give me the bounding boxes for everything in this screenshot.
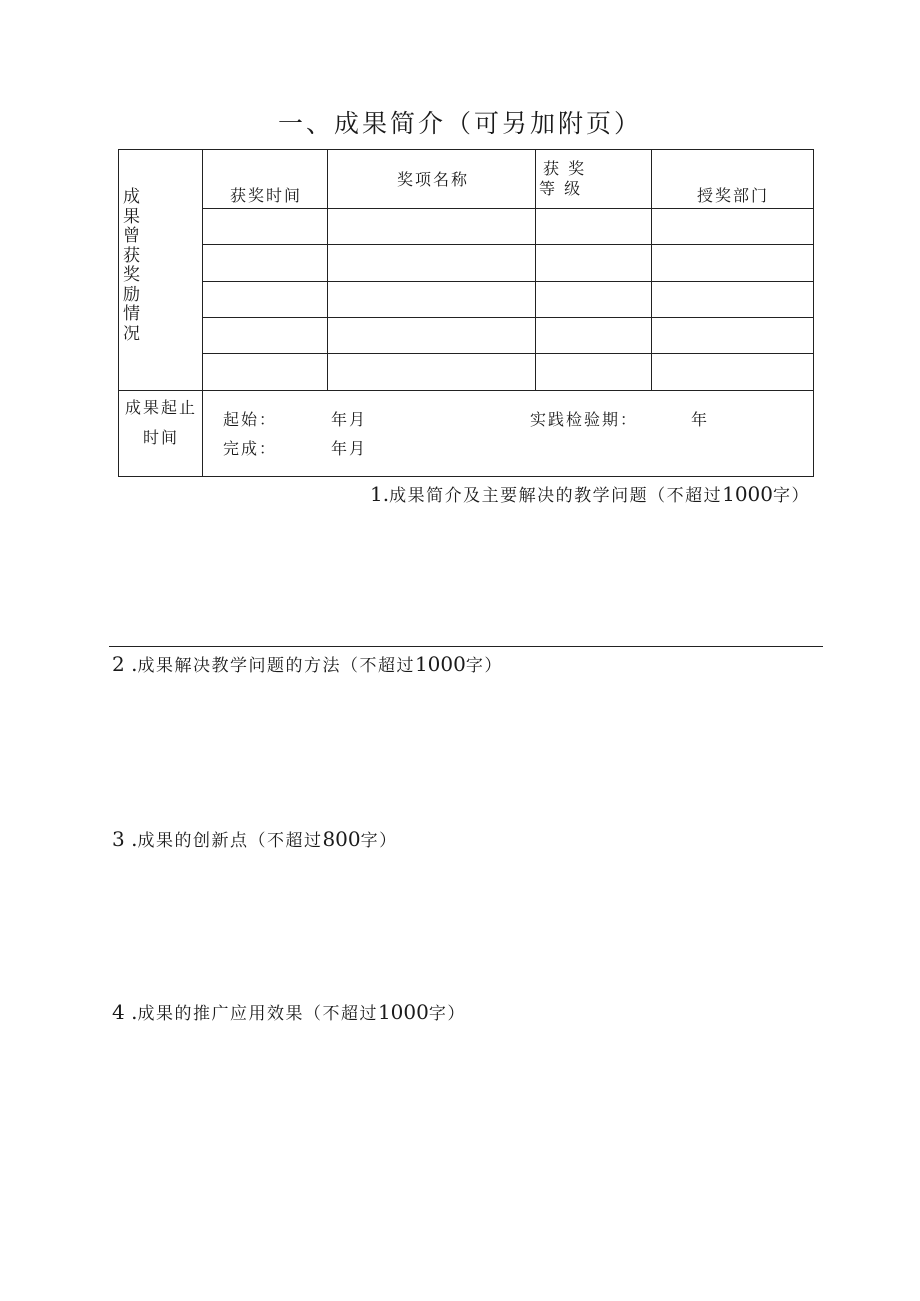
- section-1-number: 1.: [370, 482, 390, 506]
- awards-side-label: 成果曾获奖励情况: [123, 187, 140, 344]
- section-3-limit: 800: [322, 827, 361, 851]
- table-hline: [119, 390, 813, 391]
- section-4-number: 4 .: [112, 1000, 138, 1024]
- table-hline: [202, 317, 813, 318]
- start-label: 起始：: [223, 410, 278, 429]
- header-award-name: 奖项名称: [397, 170, 470, 189]
- table-hline: [202, 353, 813, 354]
- table-hline: [202, 208, 813, 209]
- section-4-tail: 字）: [428, 1004, 466, 1024]
- section-1-text: 成果简介及主要解决的教学问题（不超过: [389, 486, 723, 506]
- header-award-level-top: 获 奖: [543, 159, 587, 178]
- header-award-dept: 授奖部门: [697, 186, 770, 205]
- section-3-number: 3 .: [112, 827, 138, 851]
- award-table: [118, 149, 814, 477]
- section-1-tail: 字）: [773, 486, 810, 506]
- table-vline: [202, 150, 203, 476]
- practice-unit: 年: [691, 410, 710, 429]
- table-vline: [651, 150, 652, 390]
- table-hline: [202, 281, 813, 282]
- table-vline: [535, 150, 536, 390]
- header-award-time: 获奖时间: [230, 186, 303, 205]
- end-unit: 年月: [331, 439, 368, 458]
- section-3-tail: 字）: [360, 831, 398, 851]
- section-2-limit: 1000: [414, 652, 466, 676]
- practice-label: 实践检验期：: [530, 410, 639, 429]
- section-1-heading: [370, 483, 810, 507]
- section-4-text: 成果的推广应用效果（不超过: [137, 1004, 378, 1024]
- section-2-heading: [112, 653, 503, 677]
- end-label: 完成：: [223, 439, 278, 458]
- section-2-number: 2 .: [112, 652, 138, 676]
- period-label-bottom: 时间: [143, 428, 180, 447]
- start-unit: 年月: [331, 410, 368, 429]
- period-label-top: 成果起止: [125, 398, 198, 417]
- header-award-level-bottom: 等 级: [539, 179, 583, 198]
- section-4-limit: 1000: [377, 1000, 429, 1024]
- section-divider: [109, 646, 823, 647]
- page-title: 一、成果简介（可另加附页）: [277, 109, 642, 138]
- section-3-text: 成果的创新点（不超过: [137, 831, 323, 851]
- section-3-heading: [112, 828, 398, 852]
- section-1-limit: 1000: [722, 482, 773, 506]
- table-vline: [327, 150, 328, 390]
- table-hline: [202, 244, 813, 245]
- section-2-text: 成果解决教学问题的方法（不超过: [137, 656, 415, 676]
- section-2-tail: 字）: [465, 656, 503, 676]
- section-4-heading: [112, 1001, 466, 1025]
